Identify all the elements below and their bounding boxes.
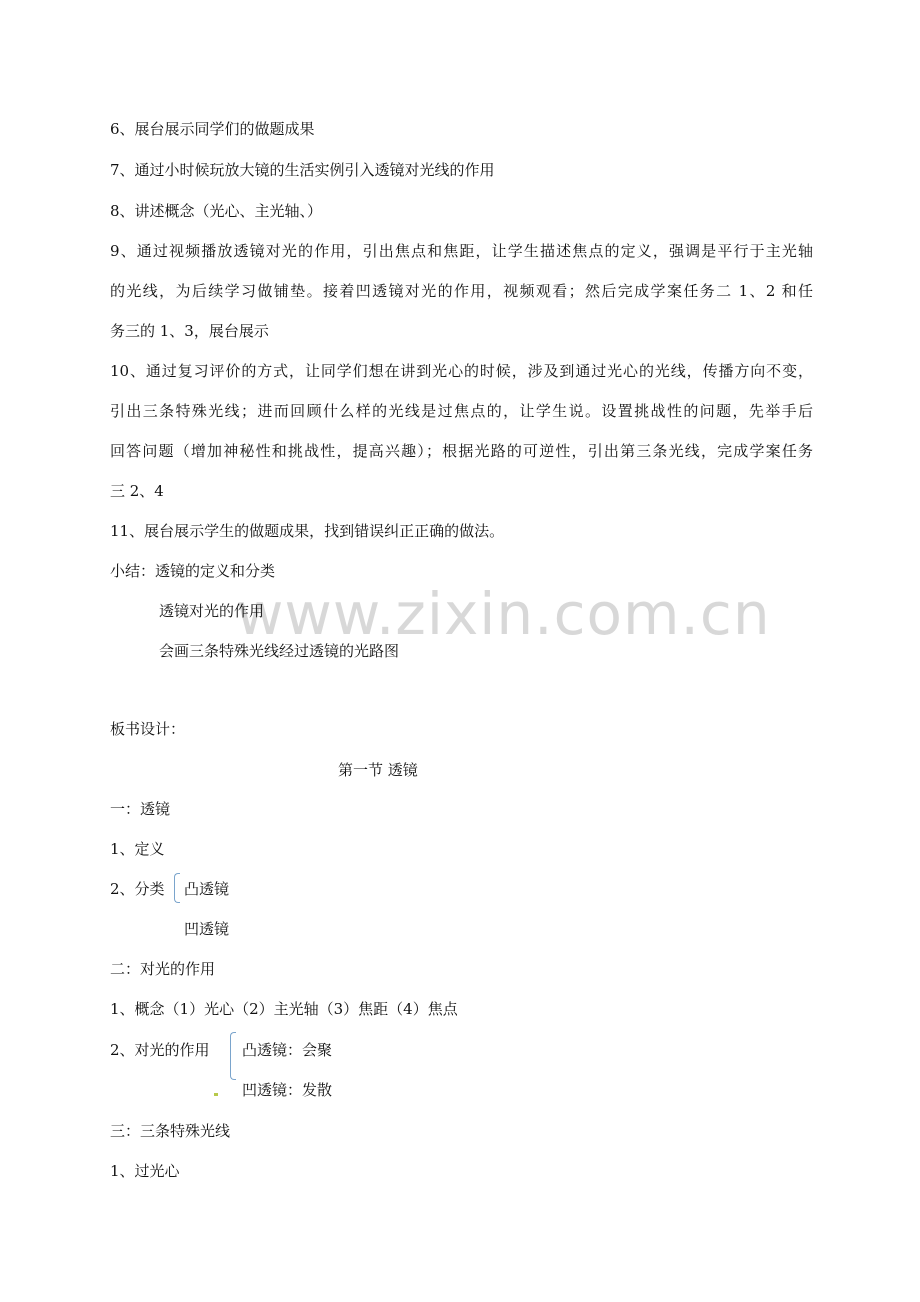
board-convex-converge: 凸透镜：会聚 xyxy=(242,1041,333,1059)
summary-label: 小结：透镜的定义和分类 xyxy=(110,562,276,580)
step-6: 6、展台展示同学们的做题成果 xyxy=(110,120,315,138)
summary-item-2: 透镜对光的作用 xyxy=(159,602,265,620)
board-section-1-item-2: 2、分类 xyxy=(110,880,165,898)
brace-classification xyxy=(174,873,180,903)
board-section-1: 一：透镜 xyxy=(110,800,171,818)
board-title: 第一节 透镜 xyxy=(338,761,418,779)
board-section-2-item-1: 1、概念（1）光心（2）主光轴（3）焦距（4）焦点 xyxy=(110,1000,458,1018)
step-9-line-3: 务三的 1、3，展台展示 xyxy=(110,322,269,340)
summary-item-3: 会画三条特殊光线经过透镜的光路图 xyxy=(159,642,400,660)
board-section-2-item-2: 2、对光的作用 xyxy=(110,1041,210,1059)
step-7: 7、通过小时候玩放大镜的生活实例引入透镜对光线的作用 xyxy=(110,161,495,179)
board-heading: 板书设计： xyxy=(110,720,186,738)
watermark: www.zixin.com.cn xyxy=(236,580,771,648)
board-concave-lens: 凹透镜 xyxy=(184,920,230,938)
brace-light-effect xyxy=(230,1032,236,1080)
step-10-line-1: 10、通过复习评价的方式，让同学们想在讲到光心的时候，涉及到通过光心的光线，传播方向不变， xyxy=(110,362,813,380)
board-section-3: 三：三条特殊光线 xyxy=(110,1122,231,1140)
step-9-line-1: 9、通过视频播放透镜对光的作用，引出焦点和焦距，让学生描述焦点的定义，强调是平行于主光轴 xyxy=(110,242,813,260)
step-10-line-2: 引出三条特殊光线；进而回顾什么样的光线是过焦点的，让学生说。设置挑战性的问题，先举手后 xyxy=(110,402,813,420)
board-section-1-item-1: 1、定义 xyxy=(110,840,165,858)
board-section-3-item-1: 1、过光心 xyxy=(110,1162,180,1180)
step-8: 8、讲述概念（光心、主光轴、） xyxy=(110,202,323,220)
board-convex-lens: 凸透镜 xyxy=(184,880,230,898)
step-9-line-2: 的光线，为后续学习做铺垫。接着凹透镜对光的作用，视频观看；然后完成学案任务二 1、2 和任 xyxy=(110,282,813,300)
board-section-2: 二：对光的作用 xyxy=(110,960,216,978)
marker-dot xyxy=(214,1093,218,1096)
step-11: 11、展台展示学生的做题成果，找到错误纠正正确的做法。 xyxy=(110,522,505,540)
board-concave-diverge: 凹透镜：发散 xyxy=(242,1081,333,1099)
step-10-line-3: 回答问题（增加神秘性和挑战性，提高兴趣）；根据光路的可逆性，引出第三条光线，完成学案任务 xyxy=(110,442,813,460)
step-10-line-4: 三 2、4 xyxy=(110,482,164,500)
